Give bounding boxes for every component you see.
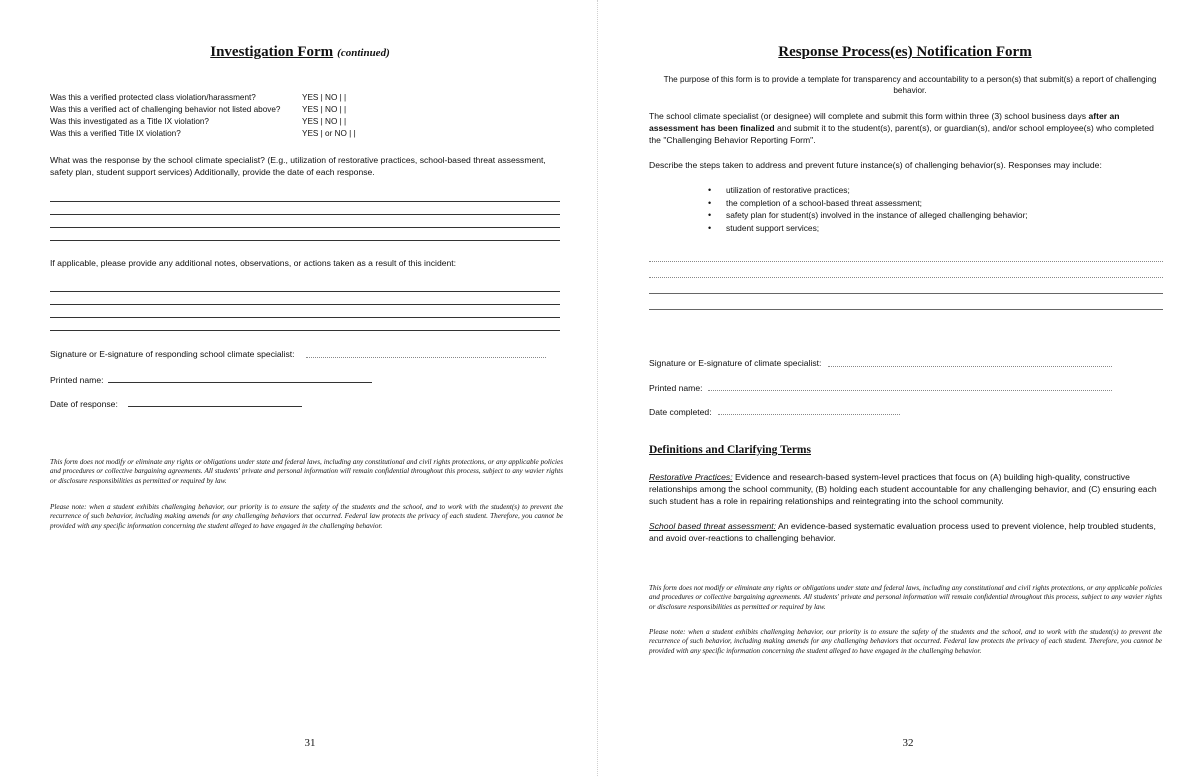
definition-term: School based threat assessment: [649,521,777,531]
signature-field[interactable] [828,366,1112,367]
list-item: • student support services; [706,222,1146,235]
printed-name-label: Printed name: [50,375,104,385]
response-line[interactable] [649,293,1163,294]
response-line[interactable] [50,240,560,241]
intro-bold: after an assessment has been finalized [649,111,1120,133]
page-title [0,43,600,61]
notes-prompt: If applicable, please provide any additional notes, observations, or actions taken as a result of this incident: [50,258,457,268]
definition-threat-assessment [649,520,1164,544]
question-text: Was this a verified Title IX violation? [50,129,181,138]
date-field[interactable] [128,406,302,407]
signature-field[interactable] [306,357,546,358]
intro-text [649,110,1164,146]
printed-name-field[interactable] [108,382,372,383]
privacy-note: Please note: when a student exhibits challenging behavior, our priority is to ensure the safety of the students and the school, and to work with the student(s) to prevent the recurrence of such behavior, including making amends for any challenging behaviors that occurred. Federal law protects the privacy of each student. Therefore, you cannot be provided with any specific information concerning the student alleged to have engaged in the challenging behavior. [50,503,563,530]
definition-text: Evidence and research-based system-level practices that focus on (A) building high-quality, constructive relationships among the school community, (B) holding each student accountable for any challenging behavior, and (C) ensuring each such student has a role in repairing relationships and reintegrating into the school community. [649,472,1157,506]
response-line[interactable] [649,261,1163,262]
yes-no-answer[interactable]: YES | NO | | [302,105,347,114]
response-prompt: What was the response by the school climate specialist? (E.g., utilization of restorative practices, school-based threat assessment, safety plan, student support services) Additionally, provide the date of each response. [50,155,546,177]
response-line[interactable] [50,227,560,228]
yes-no-answer[interactable]: YES | or NO | | [302,129,356,138]
question-text: Was this a verified act of challenging behavior not listed above? [50,105,281,114]
definitions-heading: Definitions and Clarifying Terms [649,444,811,456]
date-label: Date completed: [649,407,712,417]
list-item: • the completion of a school-based threat assessment; [706,197,1146,210]
notes-line[interactable] [50,304,560,305]
bullet-list [706,184,1146,234]
response-line[interactable] [649,309,1163,310]
page-number: 31 [304,737,316,749]
privacy-note: Please note: when a student exhibits challenging behavior, our priority is to ensure the safety of the students and the school, and to work with the student(s) to prevent the recurrence of such behavior, including making amends for any challenging behaviors that occurred. Federal law protects the privacy of each student. Therefore, you cannot be provided with any specific information concerning the student alleged to have engaged in the challenging behavior. [649,628,1162,655]
title-text: Investigation Form [210,44,334,60]
question-text: Was this investigated as a Title IX violation? [50,117,209,126]
printed-name-field[interactable] [708,390,1112,391]
page-title: Response Process(es) Notification Form [778,44,1032,60]
notes-line[interactable] [50,317,560,318]
list-item: • utilization of restorative practices; [706,184,1146,197]
purpose-text: The purpose of this form is to provide a template for transparency and accountability to a person(s) that submit(s) a report of challenging behavior. [663,75,1157,95]
intro-part: The school climate specialist (or designee) will complete and submit this form within three (3) school business days [649,111,1089,121]
page-number: 32 [902,737,914,749]
yes-no-answer[interactable]: YES | NO | | [302,117,347,126]
definition-text: An evidence-based systematic evaluation process used to prevent violence, help troubled students, and avoid over-reactions to challenging behavior. [649,521,1156,543]
question-text: Was this a verified protected class violation/harassment? [50,93,256,102]
response-line[interactable] [50,214,560,215]
disclaimer: This form does not modify or eliminate any rights or obligations under state and federal laws, including any constitutional and civil rights protections, or any applicable policies and procedures or collective bargaining agreements. All students' private and personal information will remain confidential throughout this process, subject to any wavier rights or disclosure responsibilities as permitted or required by law. [50,458,563,485]
page-32 [600,0,1200,776]
signature-label: Signature or E-signature of responding school climate specialist: [50,349,295,359]
list-item: • safety plan for student(s) involved in the instance of alleged challenging behavior; [706,209,1146,222]
yes-no-row [50,128,570,140]
title-suffix: (continued) [337,47,390,59]
yes-no-row [50,92,570,104]
printed-name-label: Printed name: [649,383,703,393]
notes-line[interactable] [50,330,560,331]
yes-no-row [50,116,570,128]
definition-restorative [649,471,1164,507]
notes-line[interactable] [50,291,560,292]
definition-term: Restorative Practices: [649,472,733,482]
signature-label: Signature or E-signature of climate specialist: [649,358,822,368]
yes-no-answer[interactable]: YES | NO | | [302,93,347,102]
yes-no-row [50,104,570,116]
describe-text: Describe the steps taken to address and prevent future instance(s) of challenging behavior(s). Responses may include: [649,160,1102,170]
date-field[interactable] [718,414,900,415]
disclaimer: This form does not modify or eliminate any rights or obligations under state and federal laws, including any constitutional and civil rights protections, or any applicable policies and procedures or collective bargaining agreements. All students' private and personal information will remain confidential throughout this process, subject to any wavier rights or disclosure responsibilities as permitted or required by law. [649,584,1162,611]
intro-part: and submit it to the student(s), parent(s), or guardian(s), and/or school employee(s) who completed the "Challenging Behavior Reporting Form". [649,123,1154,145]
response-line[interactable] [649,277,1163,278]
yes-no-questions [50,92,570,140]
response-line[interactable] [50,201,560,202]
date-label: Date of response: [50,399,118,409]
